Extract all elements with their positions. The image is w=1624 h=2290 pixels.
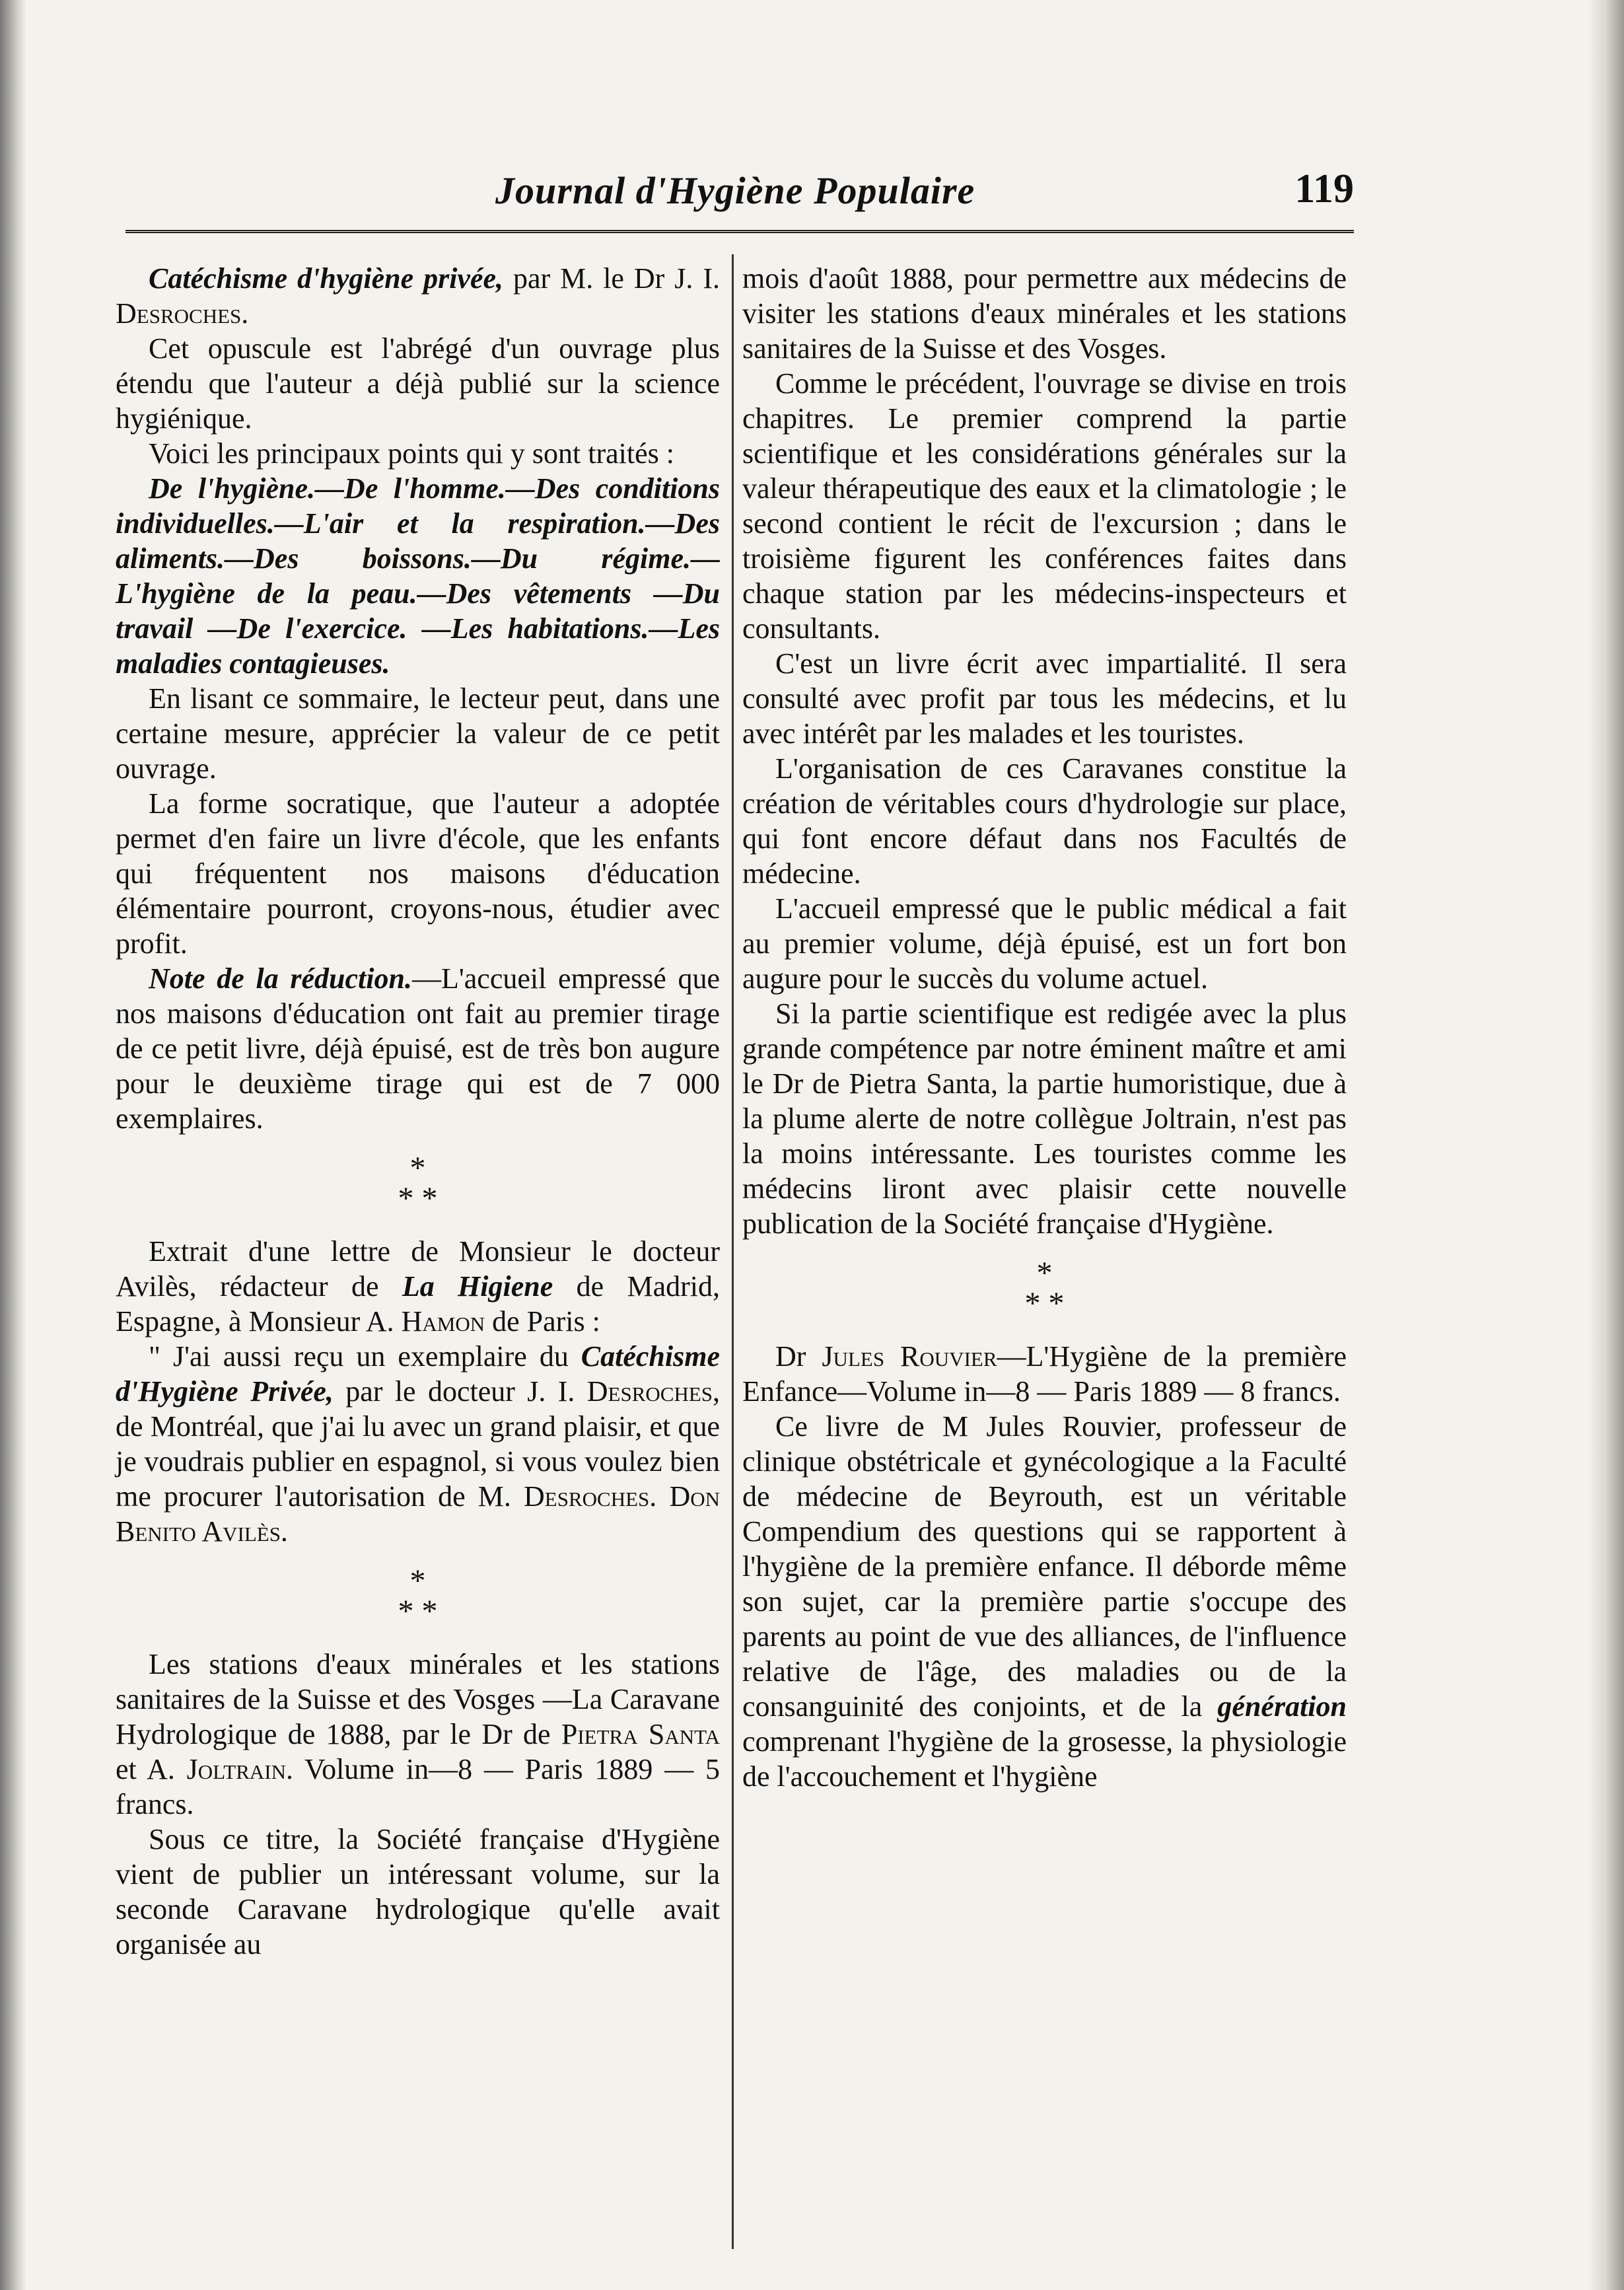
paragraph: mois d'août 1888, pour permettre aux médecins de visiter les stations d'eaux minérales et les stations sanitaires de la Suisse et des Vosges. [742,262,1347,365]
editor-note-title: Note de la réduction. [149,962,412,995]
page-header [112,162,1354,228]
paragraph: Voici les principaux points qui y sont traités : [149,437,674,470]
asterism: * * * [398,1563,438,1629]
asterism: * * * [1024,1256,1065,1321]
paragraph: Les stations d'eaux minérales et les stations sanitaires de la Suisse et des Vosges —La Caravane Hydrologique de 1888, par le Dr de Pietra Santa et A. Joltrain. Volume in—8 — Paris 1889 — 5 francs. [116,1648,720,1820]
left-column [116,261,720,1962]
paragraph: Note de la réduction.—L'accueil empressé que nos maisons d'éducation ont fait au premier tirage de ce petit livre, déjà épuisé, est de très bon augure pour le deuxième tirage qui est de 7 000 exemplaires. [116,962,720,1135]
header-rule [125,230,1354,233]
paragraph: La forme socratique, que l'auteur a adoptée permet d'en faire un livre d'école, que les enfants qui fréquentent nos maisons d'éducation élémentaire pourront, croyons-nous, étudier avec profit. [116,787,720,960]
paragraph: Extrait d'une lettre de Monsieur le docteur Avilès, rédacteur de La Higiene de Madrid, Espagne, à Monsieur A. Hamon de Paris : [116,1235,720,1338]
book-title: Catéchisme d'hygiène privée, [149,262,504,295]
paragraph: Cet opuscule est l'abrégé d'un ouvrage plus étendu que l'auteur a déjà publié sur la science hygiénique. [116,332,720,435]
right-column [742,261,1347,1794]
asterism: * * * [398,1151,438,1216]
page-number: 119 [1294,166,1354,211]
paragraph: L'organisation de ces Caravanes constitue la création de véritables cours d'hydrologie sur place, qui font encore défaut dans nos Facultés de médecine. [742,752,1347,890]
paragraph: Si la partie scientifique est redigée avec la plus grande compétence par notre éminent maître et ami le Dr de Pietra Santa, la partie humoristique, due à la plume alerte de notre collègue Joltrain, n'est pas la moins intéressante. Les touristes comme les médecins liront avec plaisir cette nouvelle publication de la Société française d'Hygiène. [742,997,1347,1240]
signature: Don Benito Avilès. [116,1480,721,1548]
table-of-contents: De l'hygiène.—De l'homme.—Des conditions individuelles.—L'air et la respiration.—Des aliments.—Des boissons.—Du régime.—L'hygiène de la peau.—Des vêtements —Du travail —De l'exercice. —Les habitations.—Les maladies contagieuses. [116,472,720,680]
paragraph: Comme le précédent, l'ouvrage se divise en trois chapitres. Le premier comprend la partie scientifique et les considérations générales sur la valeur thérapeutique des eaux et la climatologie ; le second contient le récit de l'excursion ; dans le troisième figurent les conférences faites dans chaque station par les médecins-inspecteurs et consultants. [742,367,1347,645]
paragraph: Dr Jules Rouvier—L'Hygiène de la première Enfance—Volume in—8 — Paris 1889 — 8 francs. [742,1340,1347,1408]
paragraph: L'accueil empressé que le public médical a fait au premier volume, déjà épuisé, est un fort bon augure pour le succès du volume actuel. [742,892,1347,995]
quoted-letter: " J'ai aussi reçu un exemplaire du Catéchisme d'Hygiène Privée, par le docteur J. I. Desroches, de Montréal, que j'ai lu avec un grand plaisir, et que je voudrais publier en espagnol, si vous voulez bien me procurer l'autorisation de M. Desroches. Don Benito Avilès. [116,1340,721,1548]
paragraph: C'est un livre écrit avec impartialité. Il sera consulté avec profit par tous les médecins, et lu avec intérêt par les malades et les touristes. [742,647,1347,750]
scan-edge-right [1588,0,1624,2290]
paragraph: En lisant ce sommaire, le lecteur peut, dans une certaine mesure, apprécier la valeur de ce petit ouvrage. [116,682,720,785]
running-title: Journal d'Hygiène Populaire [495,169,975,212]
column-divider [732,254,734,2249]
scan-edge-left [0,0,26,2290]
author-name: Desroches. [116,297,249,330]
paragraph: Sous ce titre, la Société française d'Hygiène vient de publier un intéressant volume, sur la seconde Caravane hydrologique qu'elle avait organisée au [116,1823,720,1960]
paragraph: Catéchisme d'hygiène privée, par M. le Dr J. I. Desroches. [116,262,720,330]
paragraph: Ce livre de M Jules Rouvier, professeur de clinique obstétricale et gynécologique a la Faculté de médecine de Beyrouth, est un véritable Compendium des questions qui se rapportent à l'hygiène de la première enfance. Il déborde même son sujet, car la première partie s'occupe des parents au point de vue des alliances, de l'influence relative de l'âge, des maladies ou de la consanguinité des conjoints, et de la génération comprenant l'hygiène de la grosesse, la physiologie de l'accouchement et l'hygiène [742,1410,1347,1793]
